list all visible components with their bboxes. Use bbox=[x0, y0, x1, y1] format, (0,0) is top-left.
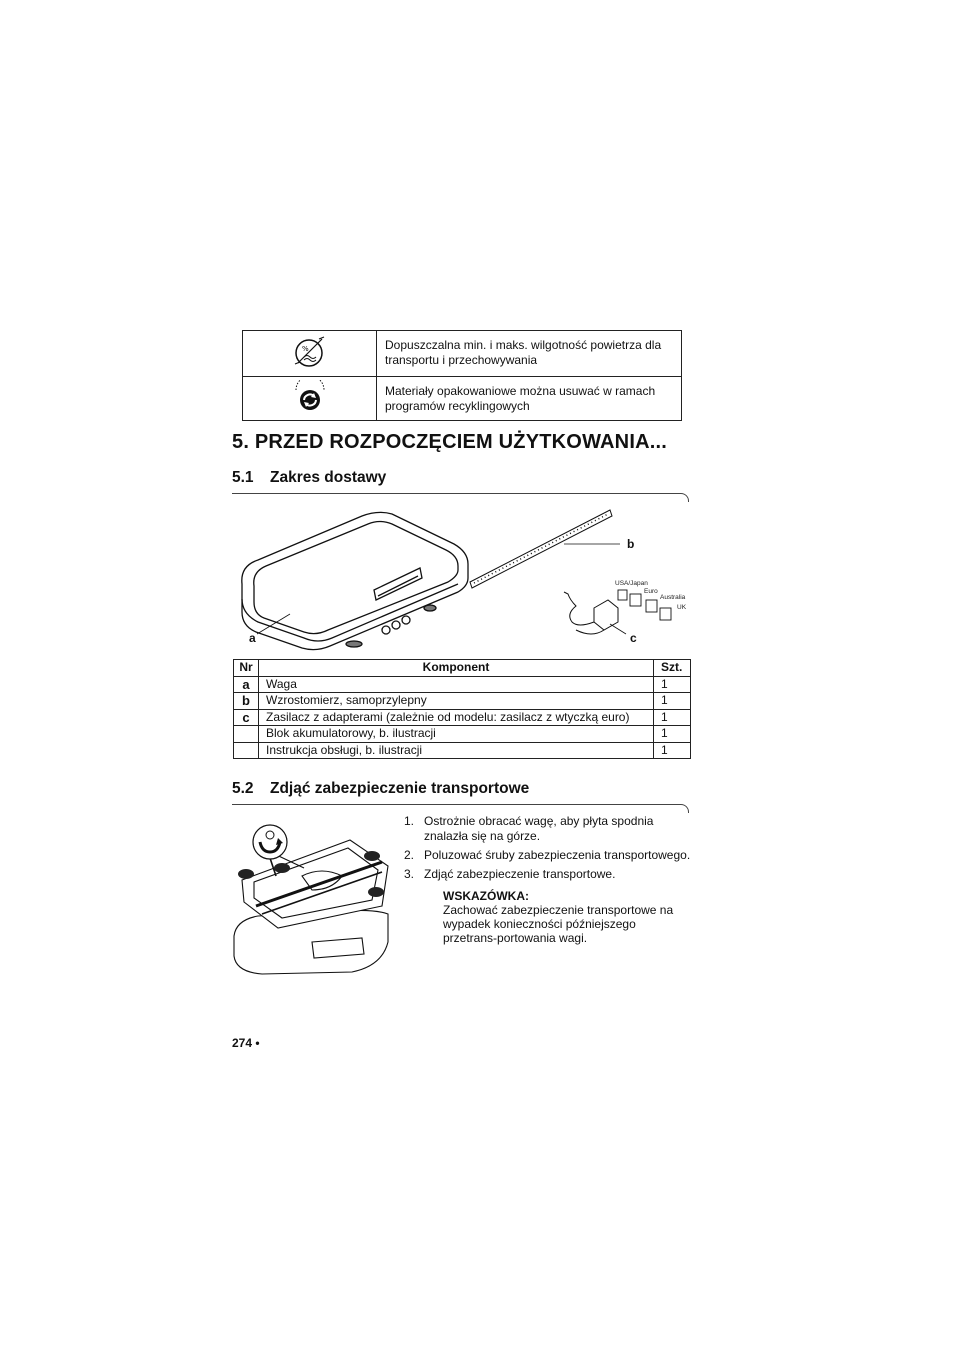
step-item bbox=[404, 848, 694, 863]
table-row bbox=[234, 709, 691, 726]
step-item bbox=[404, 867, 694, 882]
label-leader-c bbox=[610, 624, 626, 634]
row-qty: 1 bbox=[654, 676, 691, 693]
section-rule bbox=[232, 804, 681, 805]
chapter-title: 5. PRZED ROZPOCZĘCIEM UŻYTKOWANIA... bbox=[232, 431, 667, 453]
humidity-limit-icon bbox=[243, 331, 377, 377]
column-header-nr: Nr bbox=[234, 660, 259, 677]
scale-drawing bbox=[242, 512, 468, 649]
symbol-row bbox=[243, 377, 682, 421]
page-number: 274 • bbox=[232, 1036, 260, 1050]
row-nr: a bbox=[234, 676, 259, 693]
symbol-description: Materiały opakowaniowe można usuwać w ramach programów recyklingowych bbox=[377, 377, 682, 421]
svg-text:%: % bbox=[301, 344, 309, 353]
transport-lock-illustration bbox=[232, 816, 394, 976]
adapter-label-usa-japan: USA/Japan bbox=[615, 580, 648, 587]
section-title: Zakres dostawy bbox=[270, 469, 387, 486]
table-row bbox=[234, 676, 691, 693]
adapter-label-euro: Euro bbox=[644, 588, 658, 595]
figure-label-b: b bbox=[627, 537, 635, 551]
steps-list bbox=[404, 814, 694, 886]
symbols-table bbox=[242, 330, 682, 421]
height-measure-tape bbox=[470, 510, 612, 588]
section-number: 5.2 bbox=[232, 780, 254, 797]
section-heading bbox=[232, 780, 529, 798]
row-nr bbox=[234, 726, 259, 743]
table-row bbox=[234, 693, 691, 710]
note-heading: WSKAZÓWKA: bbox=[443, 889, 529, 903]
note-text: Zachować zabezpieczenie transportowe na wypadek konieczności późniejszego przetrans-portowania wagi. bbox=[443, 903, 674, 945]
step-number: 2. bbox=[404, 848, 415, 862]
row-nr bbox=[234, 742, 259, 759]
column-header-qty: Szt. bbox=[654, 660, 691, 677]
row-qty: 1 bbox=[654, 726, 691, 743]
symbol-row bbox=[243, 331, 682, 377]
section-title: Zdjąć zabezpieczenie transportowe bbox=[270, 780, 530, 797]
delivery-scope-illustration bbox=[232, 504, 692, 654]
table-row bbox=[234, 726, 691, 743]
figure-label-a: a bbox=[249, 631, 256, 645]
adapter-label-uk: UK bbox=[677, 604, 687, 611]
section-heading bbox=[232, 469, 386, 487]
row-nr: c bbox=[234, 709, 259, 726]
step-text: Poluzować śruby zabezpieczenia transportowego. bbox=[424, 848, 691, 862]
components-header-row bbox=[234, 660, 691, 677]
row-qty: 1 bbox=[654, 742, 691, 759]
step-text: Ostrożnie obracać wagę, aby płyta spodnia znalazła się na górze. bbox=[424, 814, 654, 843]
row-nr: b bbox=[234, 693, 259, 710]
column-header-component: Komponent bbox=[259, 660, 654, 677]
symbol-description: Dopuszczalna min. i maks. wilgotność powietrza dla transportu i przechowywania bbox=[377, 331, 682, 377]
row-component: Waga bbox=[259, 676, 654, 693]
step-number: 1. bbox=[404, 814, 415, 828]
power-supply-drawing bbox=[564, 592, 618, 634]
step-number: 3. bbox=[404, 867, 415, 881]
row-qty: 1 bbox=[654, 709, 691, 726]
section-number: 5.1 bbox=[232, 469, 254, 486]
figure-label-c: c bbox=[630, 631, 637, 645]
recycling-icon bbox=[243, 377, 377, 421]
row-qty: 1 bbox=[654, 693, 691, 710]
note-box bbox=[443, 889, 693, 945]
row-component: Zasilacz z adapterami (zależnie od modelu: zasilacz z wtyczką euro) bbox=[259, 709, 654, 726]
table-row bbox=[234, 742, 691, 759]
step-text: Zdjąć zabezpieczenie transportowe. bbox=[424, 867, 616, 881]
step-item bbox=[404, 814, 694, 844]
row-component: Wzrostomierz, samoprzylepny bbox=[259, 693, 654, 710]
section-rule bbox=[232, 493, 681, 494]
row-component: Blok akumulatorowy, b. ilustracji bbox=[259, 726, 654, 743]
row-component: Instrukcja obsługi, b. ilustracji bbox=[259, 742, 654, 759]
components-table bbox=[233, 659, 691, 759]
adapter-label-australia: Australia bbox=[660, 594, 686, 601]
